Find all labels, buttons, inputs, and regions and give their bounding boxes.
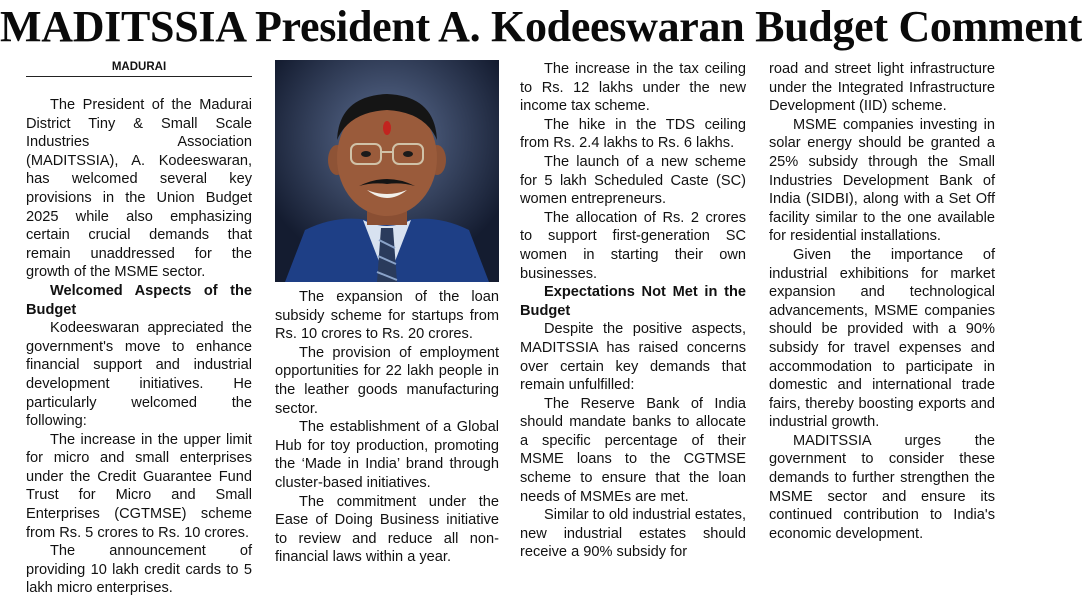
paragraph: MADITSSIA urges the government to consider these demands to further strengthen the MSME sector and ensure its continued contribution to India's economic development.	[769, 432, 995, 542]
paragraph: The provision of employment opportunities for 22 lakh people in the leather goods manufacturing sector.	[275, 344, 499, 417]
paragraph: Despite the positive aspects, MADITSSIA has raised concerns over certain key demands that remain unfulfilled:	[520, 321, 746, 394]
portrait-illustration	[275, 60, 499, 282]
article-column-4	[769, 60, 995, 580]
article-column-1	[26, 60, 252, 597]
paragraph: The increase in the upper limit for micro and small enterprises under the Credit Guarantee Fund Trust for Micro and Small Enterprises (CGTMSE) scheme from Rs. 5 crores to Rs. 10 crores.	[26, 431, 252, 541]
paragraph: MSME companies investing in solar energy should be granted a 25% subsidy through the Small Industries Development Bank of India (SIDBI), along with a Set Off facility similar to the one available for residential installations.	[769, 116, 995, 245]
section-heading: Welcomed Aspects of the Budget	[26, 282, 252, 318]
paragraph: Similar to old industrial estates, new industrial estates should receive a 90% subsidy for	[520, 507, 746, 561]
paragraph: The announcement of providing 10 lakh credit cards to 5 lakh micro enterprises.	[26, 543, 252, 597]
paragraph: The Reserve Bank of India should mandate banks to allocate a specific percentage of their MSME loans to the CGTMSE scheme to ensure that the loan needs of MSMEs are met.	[520, 395, 746, 505]
paragraph: The establishment of a Global Hub for toy production, promoting the ‘Made in India’ brand through cluster-based initiatives.	[275, 419, 499, 491]
paragraph: The President of the Madurai District Tiny & Small Scale Industries Association (MADITSSIA), A. Kodeeswaran, has welcomed several key provisions in the Union Budget 2025 while also emphasizing certain crucial demands that remain unaddressed for the growth of the MSME sector.	[26, 97, 252, 281]
paragraph-continued: road and street light infrastructure under the Integrated Infrastructure Development (IID) scheme.	[769, 61, 995, 115]
paragraph: The expansion of the loan subsidy scheme for startups from Rs. 10 crores to Rs. 20 crores.	[275, 289, 499, 343]
paragraph: The launch of a new scheme for 5 lakh Scheduled Caste (SC) women entrepreneurs.	[520, 153, 746, 208]
paragraph: The increase in the tax ceiling to Rs. 12 lakhs under the new income tax scheme.	[520, 61, 746, 115]
article-column-3	[520, 60, 746, 580]
section-heading: Expectations Not Met in the Budget	[520, 284, 746, 319]
headline: MADITSSIA President A. Kodeeswaran Budget Comment	[0, 2, 1082, 51]
paragraph: Given the importance of industrial exhibitions for market expansion and technological advancements, MSME companies should be provided with a 90% subsidy for travel expenses and accommodation to participate in domestic and international trade fairs, thereby boosting exports and industrial growth.	[769, 246, 995, 431]
paragraph: The allocation of Rs. 2 crores to support first-generation SC women in starting their own businesses.	[520, 209, 746, 282]
paragraph: Kodeeswaran appreciated the government's move to enhance financial support and industrial development initiatives. He particularly welcomed the following:	[26, 320, 252, 430]
paragraph: The commitment under the Ease of Doing Business initiative to review and reduce all non-financial laws within a year.	[275, 493, 499, 566]
portrait-photo	[275, 60, 499, 282]
dateline: MADURAI	[26, 60, 252, 77]
paragraph: The hike in the TDS ceiling from Rs. 2.4 lakhs to Rs. 6 lakhs.	[520, 116, 746, 152]
article-column-2	[275, 60, 499, 580]
